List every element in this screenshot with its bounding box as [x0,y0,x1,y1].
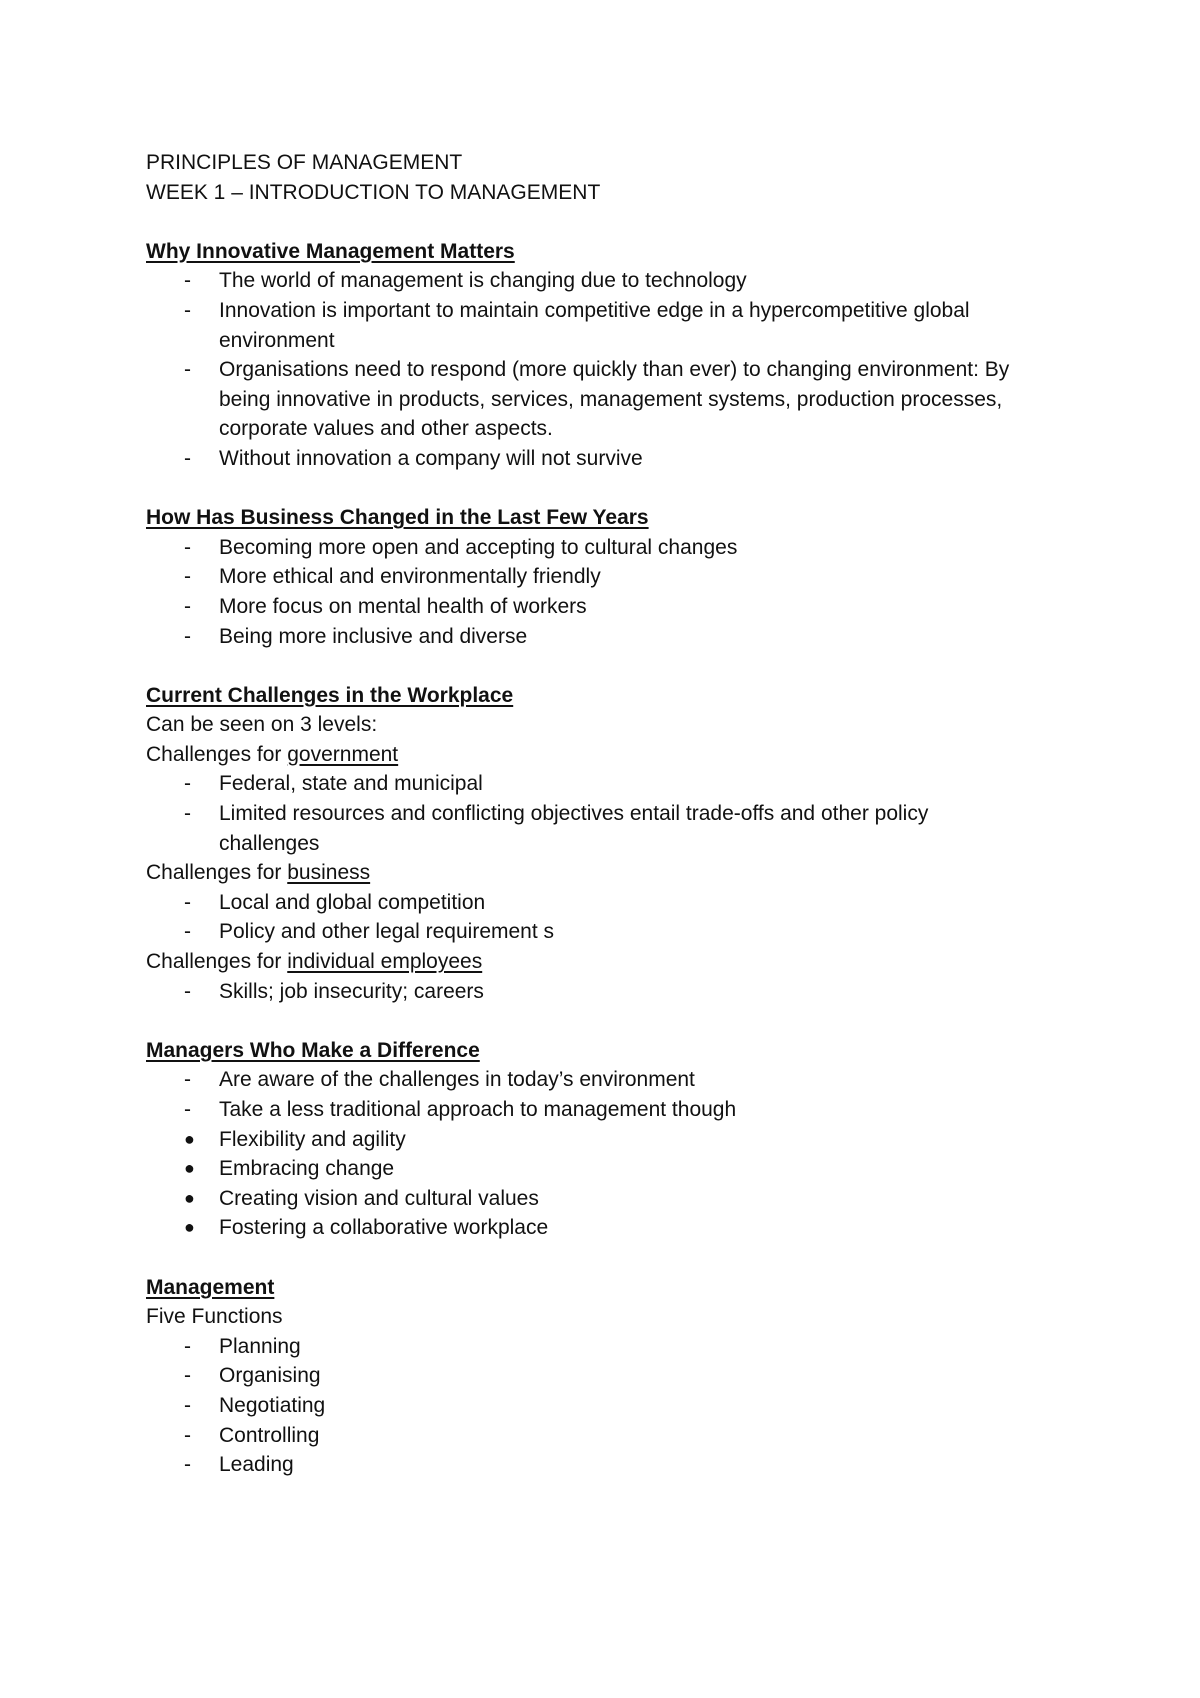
list-item: ● Embracing change [146,1154,1086,1184]
management-list [146,1332,1086,1480]
course-title: PRINCIPLES OF MANAGEMENT [146,151,463,174]
list-item: - Organisations need to respond (more quickly than ever) to changing environment: By [146,355,1086,385]
business-list [146,888,1086,947]
list-item: - Without innovation a company will not survive [146,444,1086,474]
dash-marker: - [184,1334,191,1358]
list-item: - Skills; job insecurity; careers [146,977,1086,1007]
list-item: - More ethical and environmentally friendly [146,562,1086,592]
challenges-business-label: Challenges for business [146,861,371,885]
dash-marker: - [184,565,191,589]
dash-marker: - [184,446,191,470]
section-heading-challenges: Current Challenges in the Workplace [146,683,514,707]
list-item-continuation: challenges [219,831,320,855]
dash-marker: - [184,1453,191,1477]
list-item: - Being more inclusive and diverse [146,622,1086,652]
document-page [146,148,1086,1480]
bullet-icon: ● [184,1187,195,1208]
list-item: - Take a less traditional approach to management though [146,1095,1086,1125]
dash-marker: - [184,535,191,559]
list-item: - Local and global competition [146,888,1086,918]
dash-marker: - [184,358,191,382]
section-heading-how: How Has Business Changed in the Last Few Years [146,506,649,530]
list-item-continuation: being innovative in products, services, management systems, production processes, [219,387,1003,411]
bullet-icon: ● [184,1128,195,1149]
managers-list [146,1065,1086,1243]
employees-list [146,977,1086,1007]
challenges-employees-label: Challenges for individual employees [146,950,483,974]
list-item: - Policy and other legal requirement s [146,917,1086,947]
dash-marker: - [184,624,191,648]
dash-marker: - [184,298,191,322]
list-item: - Controlling [146,1421,1086,1451]
bullet-icon: ● [184,1158,195,1179]
section-heading-why: Why Innovative Management Matters [146,239,515,263]
list-item: - Leading [146,1450,1086,1480]
dash-marker: - [184,1068,191,1092]
list-item-continuation: environment [219,328,335,352]
bullet-icon: ● [184,1217,195,1238]
section-heading-managers: Managers Who Make a Difference [146,1038,480,1062]
list-item: - Are aware of the challenges in today’s environment [146,1065,1086,1095]
dash-marker: - [184,1098,191,1121]
week-title: WEEK 1 – INTRODUCTION TO MANAGEMENT [146,180,601,204]
list-item: - Limited resources and conflicting objectives entail trade-offs and other policy [146,799,1086,829]
list-item: ● Flexibility and agility [146,1125,1086,1155]
how-list [146,533,1086,651]
list-item: - Planning [146,1332,1086,1362]
list-item: - Negotiating [146,1391,1086,1421]
list-item: - The world of management is changing due to technology [146,266,1086,296]
list-item: - Becoming more open and accepting to cultural changes [146,533,1086,563]
section-heading-management: Management [146,1275,275,1299]
dash-marker: - [184,890,191,914]
list-item: ● Creating vision and cultural values [146,1184,1086,1214]
dash-marker: - [184,1364,191,1388]
list-item-continuation: corporate values and other aspects. [219,417,553,441]
dash-marker: - [184,1393,191,1417]
list-item: ● Fostering a collaborative workplace [146,1213,1086,1243]
dash-marker: - [184,269,191,293]
challenges-government-label: Challenges for government [146,742,399,766]
why-list [146,266,1086,473]
dash-marker: - [184,920,191,944]
management-intro: Five Functions [146,1305,283,1329]
list-item: - Innovation is important to maintain competitive edge in a hypercompetitive global [146,296,1086,326]
challenges-intro: Can be seen on 3 levels: [146,713,378,737]
list-item: - More focus on mental health of workers [146,592,1086,622]
list-item: - Organising [146,1361,1086,1391]
list-item: - Federal, state and municipal [146,769,1086,799]
government-list [146,769,1086,858]
dash-marker: - [184,1423,191,1447]
dash-marker: - [184,594,191,618]
dash-marker: - [184,802,191,826]
dash-marker: - [184,772,191,796]
dash-marker: - [184,979,191,1003]
